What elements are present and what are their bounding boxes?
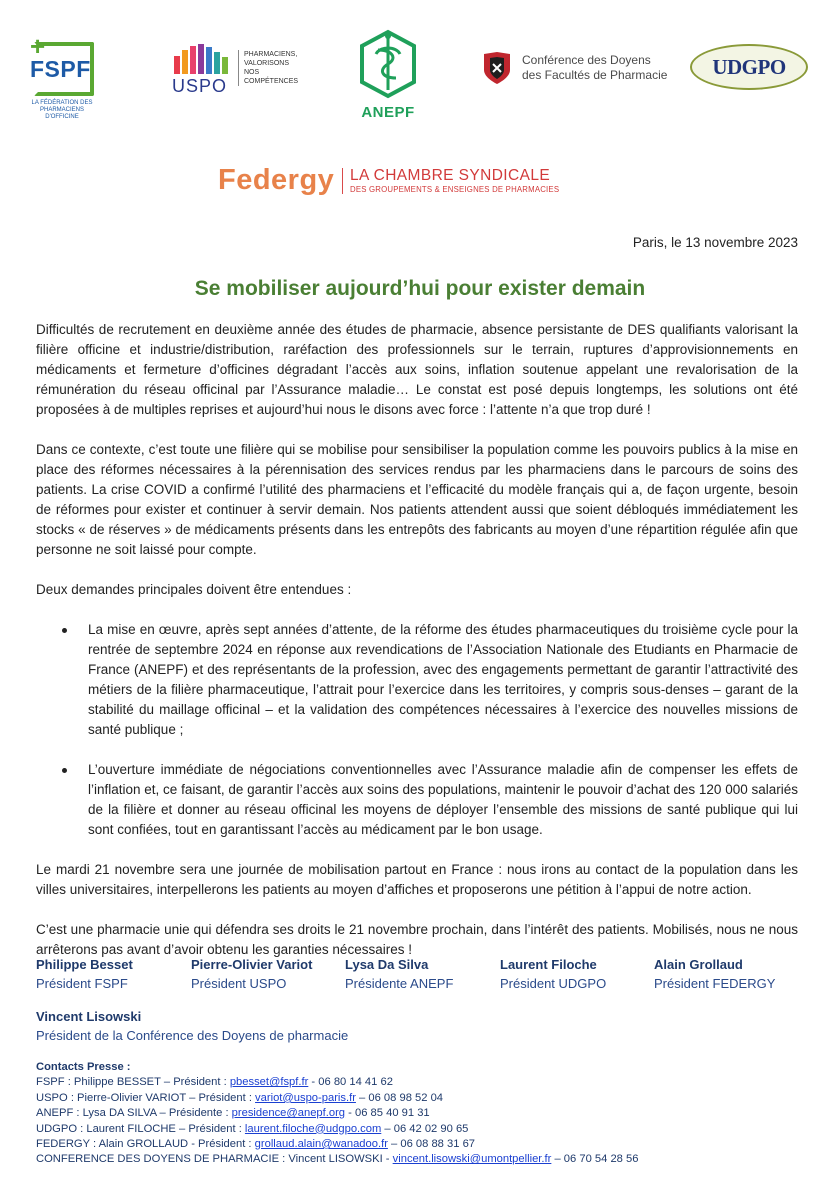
demands-list: [36, 620, 798, 840]
contact-line: UDGPO : Laurent FILOCHE – Président : laurent.filoche@udgpo.com – 06 42 02 90 65: [36, 1122, 469, 1135]
doyens-emblem-icon: [478, 50, 516, 86]
doyens-logo-text: Conférence des Doyens des Facultés de Pharmacie: [522, 53, 668, 82]
contact-line: USPO : Pierre-Olivier VARIOT – Président : variot@uspo-paris.fr – 06 08 98 52 04: [36, 1091, 444, 1104]
email-link[interactable]: variot@uspo-paris.fr: [255, 1091, 356, 1104]
anepf-logo: [352, 24, 422, 120]
federgy-tagline-1: LA CHAMBRE SYNDICALE: [350, 167, 551, 184]
paragraph: Difficultés de recrutement en deuxième année des études de pharmacie, absence persistante de DES qualifiants valorisant la filière officine et industrie/distribution, raréfaction des professionnels sur le terrain, ruptures d’approvisionnements en médicaments et fermeture d’officines dégradant l’accès aux soins, inflation soutenue appelant une revalorisation de la rémunération du réseau officinal par l’Assurance maladie… Le constat est posé depuis longtemps, les solutions ont été proposées à de multiples reprises et aujourd’hui nous le disons avec force : l’attente n’a que trop duré !: [36, 322, 798, 417]
udgpo-logo: [690, 44, 810, 90]
signatory: Laurent Filoche Président UDGPO: [500, 957, 607, 991]
federgy-logo: [218, 164, 598, 200]
bullet-icon: [62, 768, 67, 773]
contact-line: ANEPF : Lysa DA SILVA – Présidente : presidence@anepf.org - 06 85 40 91 31: [36, 1107, 430, 1120]
udgpo-logo-text: UDGPO: [712, 55, 786, 79]
contact-line: FEDERGY : Alain GROLLAUD - Président : grollaud.alain@wanadoo.fr – 06 08 88 31 67: [36, 1138, 476, 1151]
signatory: Alain Grollaud Président FEDERGY: [654, 957, 776, 991]
uspo-logo-text: USPO: [172, 76, 228, 96]
contacts-heading: Contacts Presse :: [36, 1061, 131, 1073]
uspo-bars-icon: [172, 44, 232, 74]
contact-line: CONFERENCE DES DOYENS DE PHARMACIE : Vincent LISOWSKI - vincent.lisowski@umontpellier.fr – 06 70 54 28 56: [36, 1153, 639, 1166]
email-link[interactable]: presidence@anepf.org: [231, 1107, 346, 1120]
signatory: Lysa Da Silva Présidente ANEPF: [345, 957, 454, 991]
doyens-logo: [478, 50, 668, 86]
fspf-logo: + FSPF LA FÉDÉRATION DES PHARMACIENS D'OFFICINE: [24, 36, 96, 118]
fspf-logo-text: FSPF: [30, 56, 91, 82]
list-item: L’ouverture immédiate de négociations conventionnelles avec l’Assurance maladie afin de compenser les effets de l’inflation et, ce faisant, de garantir l’accès aux soins des populations, maintenir le pouvoir d’achat des 120 000 salariés de la filière et donner au réseau officinal les moyens de déployer l’ensemble des missions de santé publique qui lui sont confiées, tout en garantissant l’accès au médicament par le bon usage.: [36, 760, 798, 840]
document-body: [36, 320, 798, 980]
page-title: Se mobiliser aujourd’hui pour exister demain: [194, 277, 646, 300]
paragraph: Deux demandes principales doivent être entendues :: [36, 582, 352, 597]
document-date: Paris, le 13 novembre 2023: [632, 235, 798, 250]
press-contacts: [36, 1060, 638, 1168]
caduceus-emblem-icon: [352, 24, 424, 104]
paragraph: Dans ce contexte, c’est toute une filière qui se mobilise pour sensibiliser la population comme les pouvoirs publics à la mise en place des réformes nécessaires à la pérennisation des services rendus par les pharmaciens dans le parcours de soins des patients. La crise COVID a confirmé l’utilité des pharmaciens et l’efficacité du modèle français qui a, de façon urgente, besoin de réformes pour exister et continuer à servir demain. Nos patients attendent aussi que soient débloqués immédiatement les stocks « de réserves » de médicaments présents dans les entrepôts des fabricants au moyen d’une répartition régulée afin que personne ne soit laissé pour compte.: [36, 442, 798, 557]
signatory: Vincent Lisowski Président de la Conférence des Doyens de pharmacie: [36, 1009, 349, 1043]
contact-line: FSPF : Philippe BESSET – Président : pbesset@fspf.fr - 06 80 14 41 62: [36, 1076, 393, 1089]
federgy-tagline-2: DES GROUPEMENTS & ENSEIGNES DE PHARMACIES: [350, 185, 560, 194]
email-link[interactable]: pbesset@fspf.fr: [229, 1076, 309, 1089]
paragraph: C’est une pharmacie unie qui défendra ses droits le 21 novembre prochain, dans l’intérêt des patients. Mobilisés, nous ne nous arrêterons pas avant d’avoir obtenu les garanties nécessaires !: [36, 922, 798, 957]
signatory: Philippe Besset Président FSPF: [36, 957, 133, 991]
uspo-logo: [168, 44, 308, 106]
fspf-logo-subtitle: LA FÉDÉRATION DES PHARMACIENS D'OFFICINE: [31, 100, 93, 120]
bullet-icon: [62, 628, 67, 633]
email-link[interactable]: grollaud.alain@wanadoo.fr: [254, 1138, 388, 1151]
federgy-logo-text: Federgy: [218, 164, 335, 196]
paragraph: Le mardi 21 novembre sera une journée de mobilisation partout en France : nous irons au contact de la population dans les villes universitaires, interpellerons les patients au moyen d’affiches et proposerons une pétition à l’appui de notre action.: [36, 862, 798, 897]
signatory: Pierre-Olivier Variot Président USPO: [191, 957, 313, 991]
uspo-tagline: PHARMACIENS, VALORISONS NOS COMPÉTENCES: [238, 50, 308, 86]
list-item: La mise en œuvre, après sept années d’attente, de la réforme des études pharmaceutiques du troisième cycle pour la rentrée de septembre 2024 en réponse aux revendications de l’Association Nationale des Etudiants en Pharmacie de France (ANEPF) et des représentants de la profession, avec des engagements permettant de garantir l’attractivité des métiers de la filière pharmaceutique, l’attrait pour l’exercice dans les territoires, y compris sous-denses – garant de la stabilité du maillage officinal – et la validation des compétences nécessaires à l’exercice des nouvelles missions de santé publique ;: [36, 620, 798, 740]
anepf-logo-text: ANEPF: [361, 104, 415, 121]
email-link[interactable]: laurent.filoche@udgpo.com: [244, 1122, 382, 1135]
email-link[interactable]: vincent.lisowski@umontpellier.fr: [392, 1153, 552, 1166]
